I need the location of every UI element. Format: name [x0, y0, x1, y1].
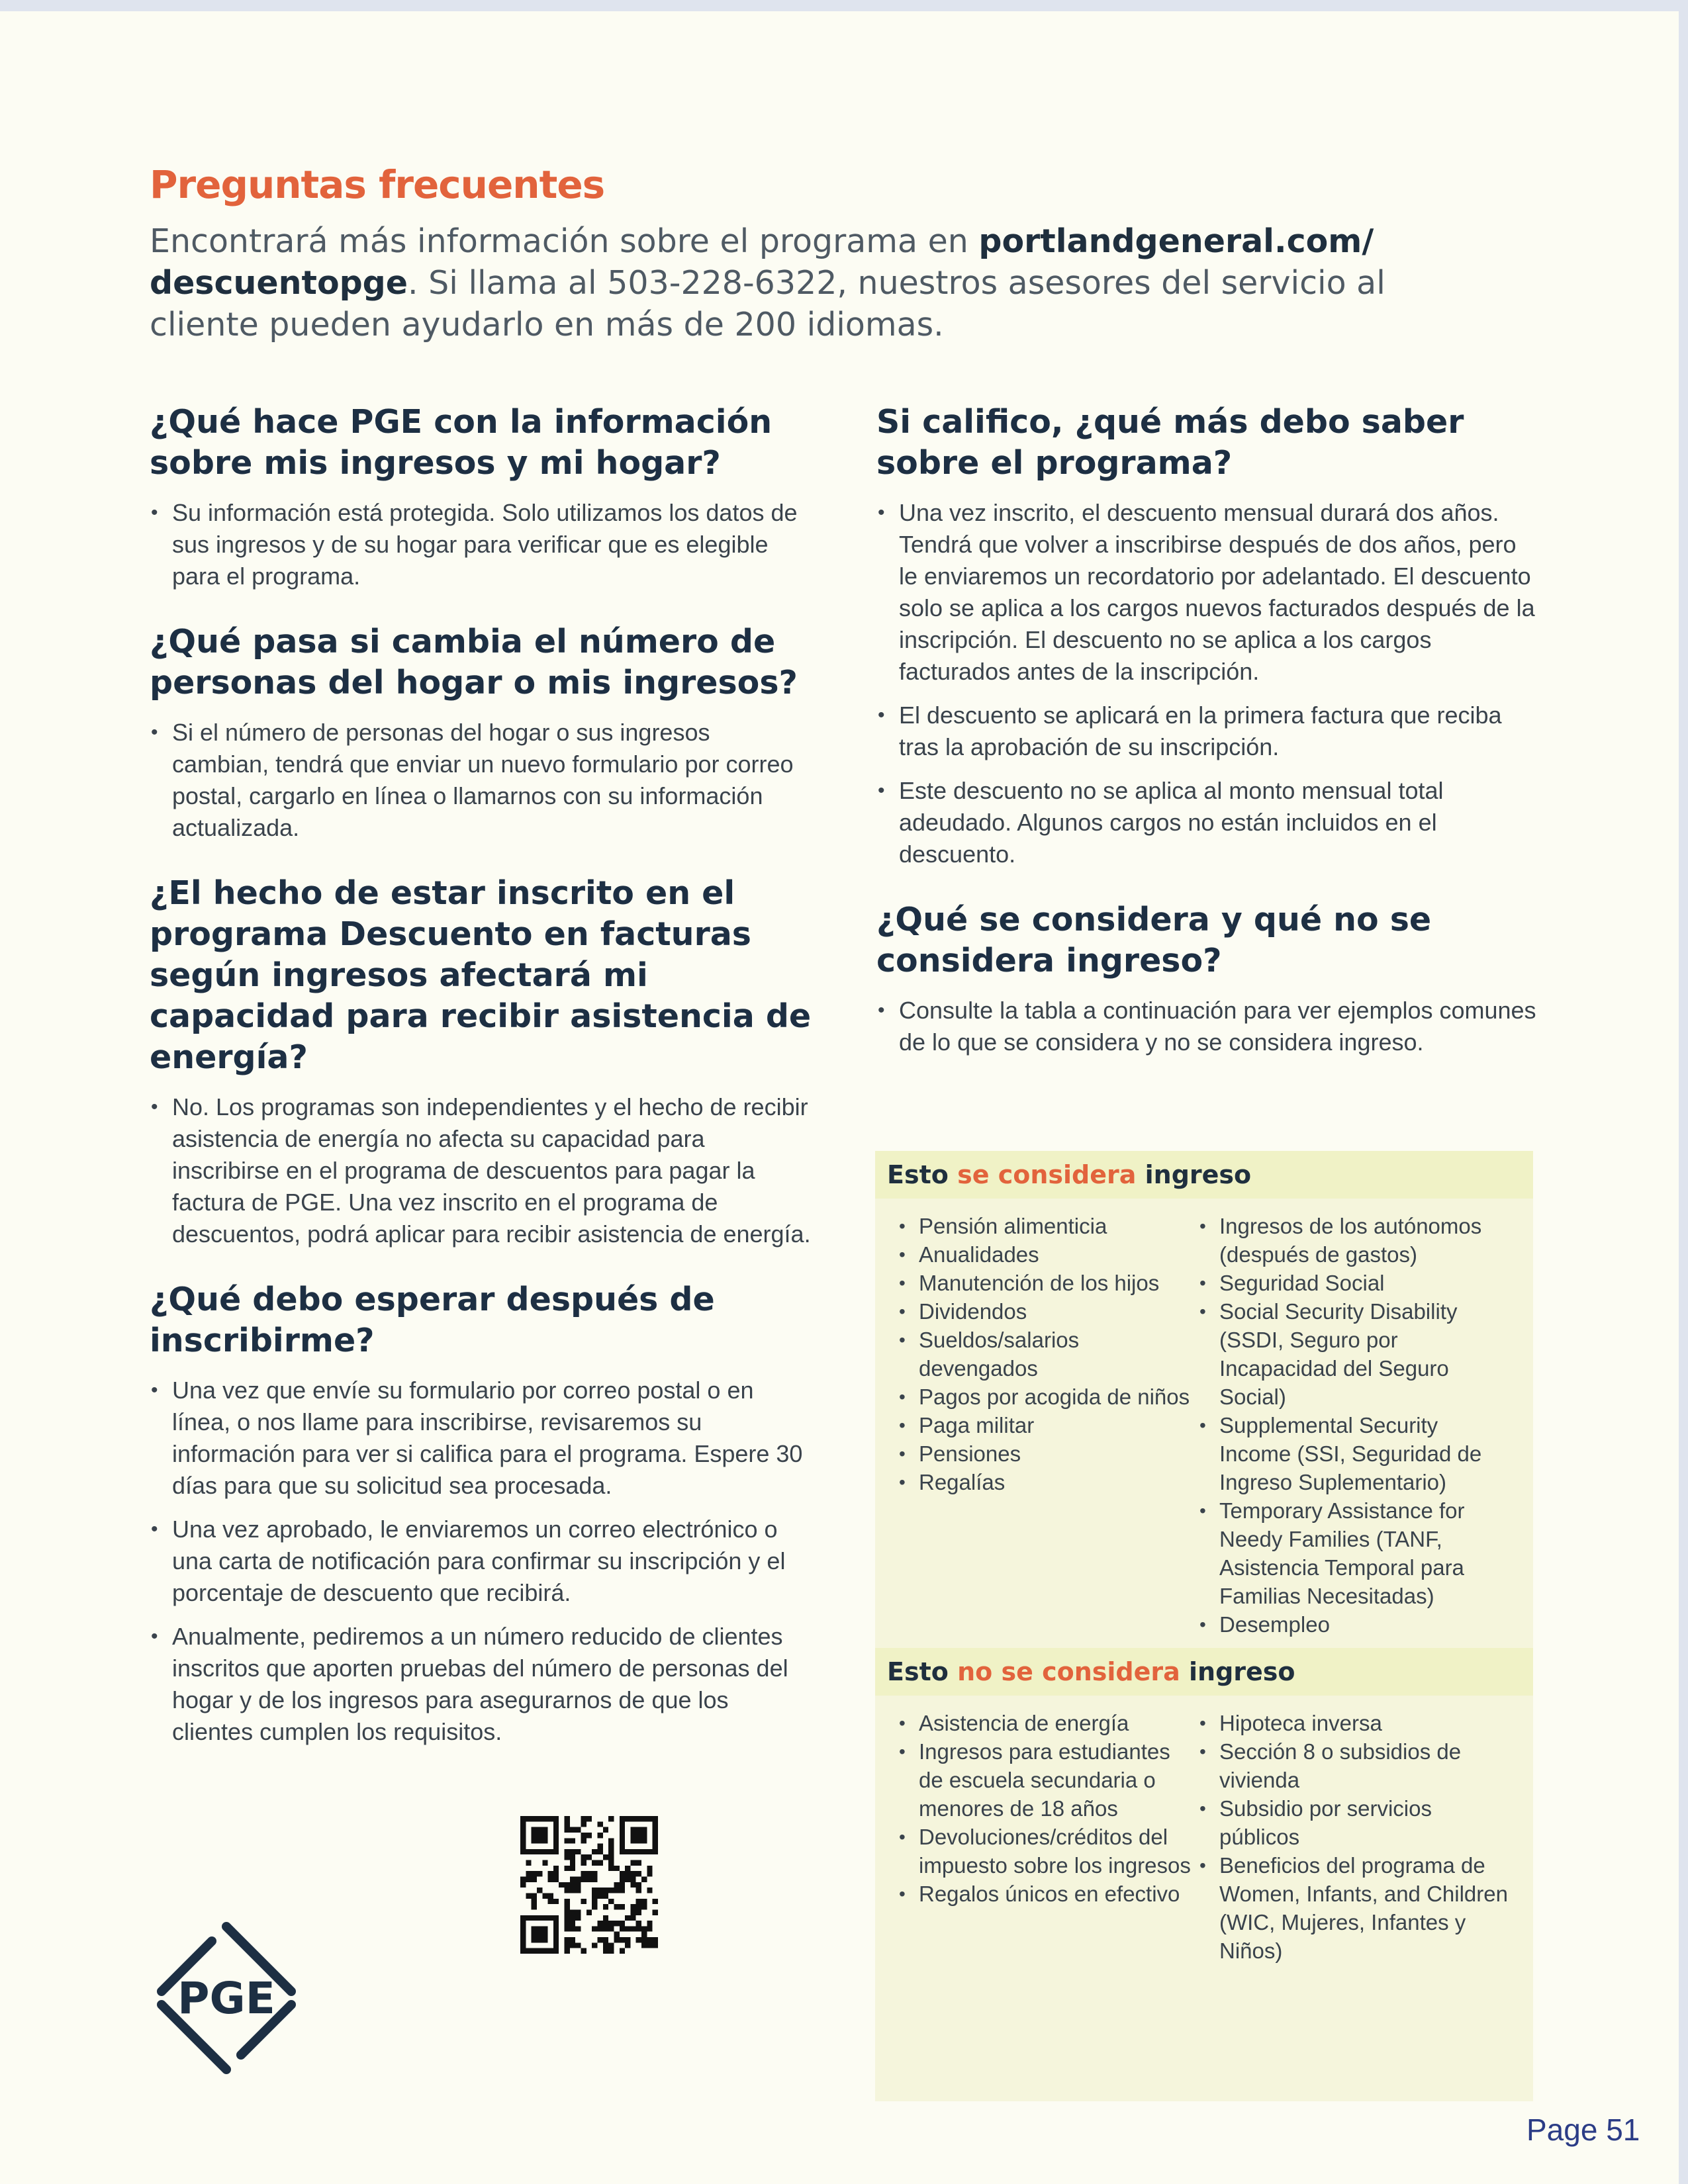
faq-answer: • No. Los programas son independientes y el hecho de recibir asistencia de energía no afecta su capacidad para inscribirse en el programa de descuentos para pagar la factura de PGE. Una vez inscrito en el programa de descuentos, podrá aplicar para recibir asistencia de energía. [150, 1091, 812, 1250]
header-highlight: se considera [957, 1160, 1137, 1189]
income-item: • Sueldos/salarios devengados [898, 1326, 1198, 1383]
income-item: • Beneficios del programa de Women, Infants, and Children (WIC, Mujeres, Infantes y Niños) [1198, 1851, 1509, 1965]
faq-answer-list [150, 1091, 812, 1250]
faq-answer: • Su información está protegida. Solo utilizamos los datos de sus ingresos y de su hogar para verificar que es elegible para el programa. [150, 497, 812, 592]
income-item: • Manutención de los hijos [898, 1269, 1198, 1297]
faq-question: ¿Qué pasa si cambia el número de personas del hogar o mis ingresos? [150, 623, 798, 702]
header-highlight: no se considera [957, 1657, 1180, 1686]
faq-answer: • Una vez aprobado, le enviaremos un correo electrónico o una carta de notificación para confirmar su inscripción y el porcentaje de descuento que recibirá. [150, 1514, 812, 1609]
faq-answer: • Una vez que envíe su formulario por correo postal o en línea, o nos llame para inscribirse, revisaremos su información para ver si califica para el programa. Espere 30 días para que su solicitud sea procesada. [150, 1375, 812, 1502]
faq-answer: • Este descuento no se aplica al monto mensual total adeudado. Algunos cargos no están incluidos en el descuento. [876, 775, 1538, 870]
considered-header [875, 1151, 1533, 1199]
intro-text-2: . Si llama al 503-228-6322, nuestros asesores del servicio al cliente pueden ayudarlo en más de 200 idiomas. [150, 264, 1385, 343]
faq-answer: • Consulte la tabla a continuación para ver ejemplos comunes de lo que se considera y no se considera ingreso. [876, 995, 1538, 1058]
not-considered-header [875, 1648, 1533, 1696]
header-suffix: ingreso [1180, 1657, 1295, 1686]
faq-answer: • El descuento se aplicará en la primera factura que reciba tras la aprobación de su inscripción. [876, 700, 1538, 763]
income-item: • Hipoteca inversa [1198, 1709, 1509, 1737]
income-item: • Pensión alimenticia [898, 1212, 1198, 1240]
income-item: • Supplemental Security Income (SSI, Seguridad de Ingreso Suplementario) [1198, 1411, 1509, 1496]
income-item: • Anualidades [898, 1240, 1198, 1269]
header-prefix: Esto [887, 1657, 958, 1686]
header-prefix: Esto [887, 1160, 958, 1189]
website-link[interactable]: portlandgeneral.com/ descuentopge [150, 222, 1374, 302]
income-item: • Regalos únicos en efectivo [898, 1880, 1198, 1908]
income-item: • Ingresos para estudiantes de escuela secundaria o menores de 18 años [898, 1737, 1198, 1823]
income-item: • Paga militar [898, 1411, 1198, 1439]
considered-col-2 [1198, 1212, 1509, 1639]
page-number: Page 51 [1526, 2113, 1640, 2147]
faq-answer-list [876, 995, 1538, 1058]
income-item: • Pagos por acogida de niños [898, 1383, 1198, 1411]
left-column [150, 402, 812, 1760]
intro-text-1: Encontrará más información sobre el programa en [150, 222, 979, 260]
faq-answer-list [150, 497, 812, 592]
faq-question: ¿Qué hace PGE con la información sobre mis ingresos y mi hogar? [150, 403, 773, 482]
income-item: • Devoluciones/créditos del impuesto sobre los ingresos [898, 1823, 1198, 1880]
pge-logo-icon [147, 1919, 306, 2077]
faq-question: ¿Qué se considera y qué no se considera ingreso? [876, 901, 1432, 979]
intro-paragraph [150, 220, 1394, 345]
logo-text: PGE [177, 1973, 275, 2024]
faq-question: ¿El hecho de estar inscrito en el programa Descuento en facturas según ingresos afectará mi capacidad para recibir asistencia de energía? [150, 874, 812, 1076]
faq-answer-list [150, 717, 812, 844]
faq-answer-list [150, 1375, 812, 1748]
faq-answer: • Una vez inscrito, el descuento mensual durará dos años. Tendrá que volver a inscribirse después de dos años, pero le enviaremos un recordatorio por adelantado. El descuento solo se aplica a los cargos nuevos facturados después de la inscripción. El descuento no se aplica a los cargos facturados antes de la inscripción. [876, 497, 1538, 688]
qr-code-icon[interactable] [520, 1816, 658, 1954]
income-item: • Asistencia de energía [898, 1709, 1198, 1737]
income-item: • Ingresos de los autónomos (después de gastos) [1198, 1212, 1509, 1269]
income-item: • Sección 8 o subsidios de vivienda [1198, 1737, 1509, 1794]
faq-question: Si califico, ¿qué más debo saber sobre el programa? [876, 403, 1464, 482]
income-table [875, 1151, 1533, 2101]
considered-list [875, 1199, 1533, 1639]
considered-col-1 [898, 1212, 1198, 1639]
document-page [0, 11, 1679, 2184]
not-considered-col-2 [1198, 1709, 1509, 1965]
income-item: • Seguridad Social [1198, 1269, 1509, 1297]
faq-answer: • Si el número de personas del hogar o sus ingresos cambian, tendrá que enviar un nuevo formulario por correo postal, cargarlo en línea o llamarnos con su información actualizada. [150, 717, 812, 844]
income-item: • Regalías [898, 1468, 1198, 1496]
income-item: • Social Security Disability (SSDI, Seguro por Incapacidad del Seguro Social) [1198, 1297, 1509, 1411]
income-item: • Temporary Assistance for Needy Families (TANF, Asistencia Temporal para Familias Necesitadas) [1198, 1496, 1509, 1610]
page-title: Preguntas frecuentes [150, 162, 605, 207]
right-column [876, 402, 1538, 1070]
not-considered-col-1 [898, 1709, 1198, 1965]
faq-answer-list [876, 497, 1538, 870]
not-considered-list [875, 1696, 1533, 1965]
income-item: • Desempleo [1198, 1610, 1509, 1639]
income-item: • Dividendos [898, 1297, 1198, 1326]
income-item: • Pensiones [898, 1439, 1198, 1468]
header-suffix: ingreso [1136, 1160, 1252, 1189]
income-item: • Subsidio por servicios públicos [1198, 1794, 1509, 1851]
faq-question: ¿Qué debo esperar después de inscribirme? [150, 1281, 715, 1359]
faq-answer: • Anualmente, pediremos a un número reducido de clientes inscritos que aporten pruebas del número de personas del hogar y de los ingresos para asegurarnos de que los clientes cumplen los requisitos. [150, 1621, 812, 1748]
